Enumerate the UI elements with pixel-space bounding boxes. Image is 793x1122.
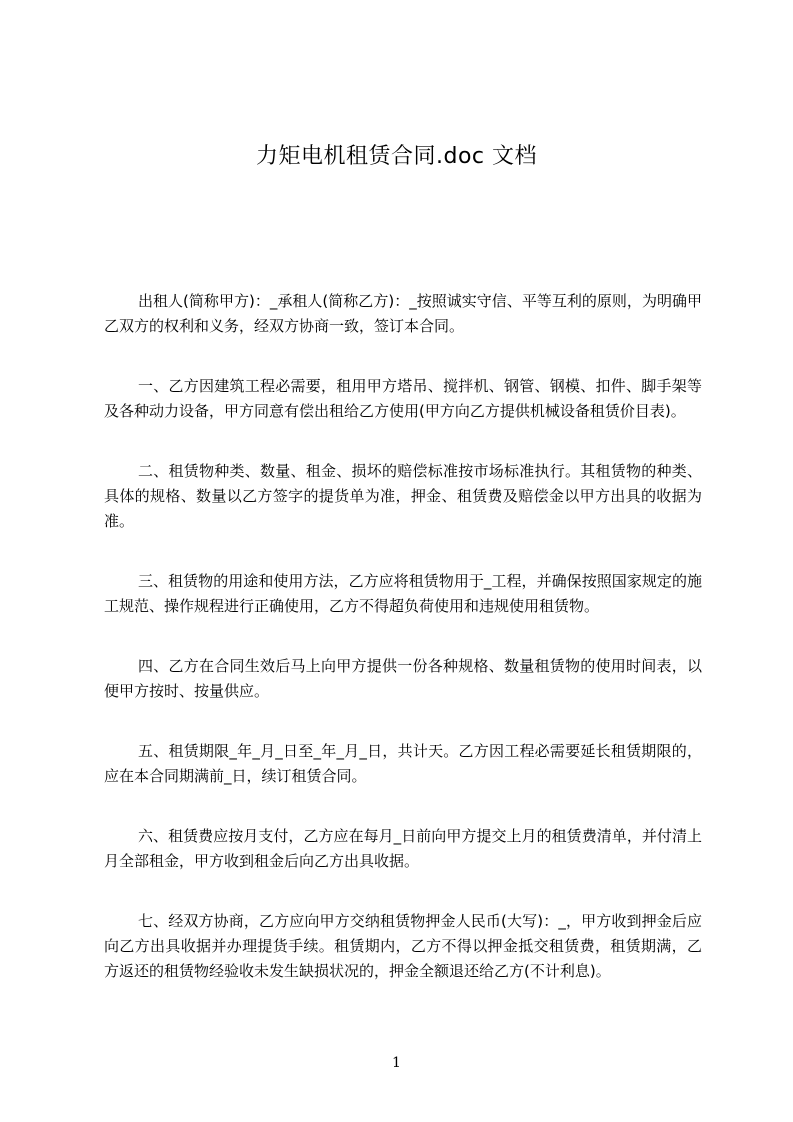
paragraph-clause-6: 六、租赁费应按月支付，乙方应在每月_日前向甲方提交上月的租赁费清单，并付清上月全部租金，甲方收到租金后向乙方出具收据。: [104, 827, 702, 870]
paragraph-clause-5: 五、租赁期限_年_月_日至_年_月_日，共计天。乙方因工程必需要延长租赁期限的，应在本合同期满前_日，续订租赁合同。: [104, 742, 702, 785]
paragraph-parties: 出租人(简称甲方)：_承租人(简称乙方)：_按照诚实守信、平等互利的原则，为明确甲乙双方的权利和义务，经双方协商一致，签订本合同。: [104, 292, 702, 335]
paragraph-clause-3: 三、租赁物的用途和使用方法，乙方应将租赁物用于_工程，并确保按照国家规定的施工规范、操作规程进行正确使用，乙方不得超负荷使用和违规使用租赁物。: [104, 572, 702, 615]
paragraph-clause-7: 七、经双方协商，乙方应向甲方交纳租赁物押金人民币(大写)：_，甲方收到押金后应向乙方出具收据并办理提货手续。租赁期内，乙方不得以押金抵交租赁费，租赁期满，乙方返还的租赁物经验收未发生缺损状况的，押金全额退还给乙方(不计利息)。: [104, 912, 702, 980]
paragraph-clause-1: 一、乙方因建筑工程必需要，租用甲方塔吊、搅拌机、钢管、钢模、扣件、脚手架等及各种动力设备，甲方同意有偿出租给乙方使用(甲方向乙方提供机械设备租赁价目表)。: [104, 377, 702, 420]
paragraph-clause-2: 二、租赁物种类、数量、租金、损坏的赔偿标准按市场标准执行。其租赁物的种类、具体的规格、数量以乙方签字的提货单为准，押金、租赁费及赔偿金以甲方出具的收据为准。: [104, 462, 702, 530]
document-body: [104, 289, 702, 1019]
page-number: 1: [392, 1055, 401, 1071]
paragraph-clause-4: 四、乙方在合同生效后马上向甲方提供一份各种规格、数量租赁物的使用时间表，以便甲方按时、按量供应。: [104, 657, 702, 700]
document-title: 力矩电机租赁合同.doc 文档: [255, 144, 537, 169]
